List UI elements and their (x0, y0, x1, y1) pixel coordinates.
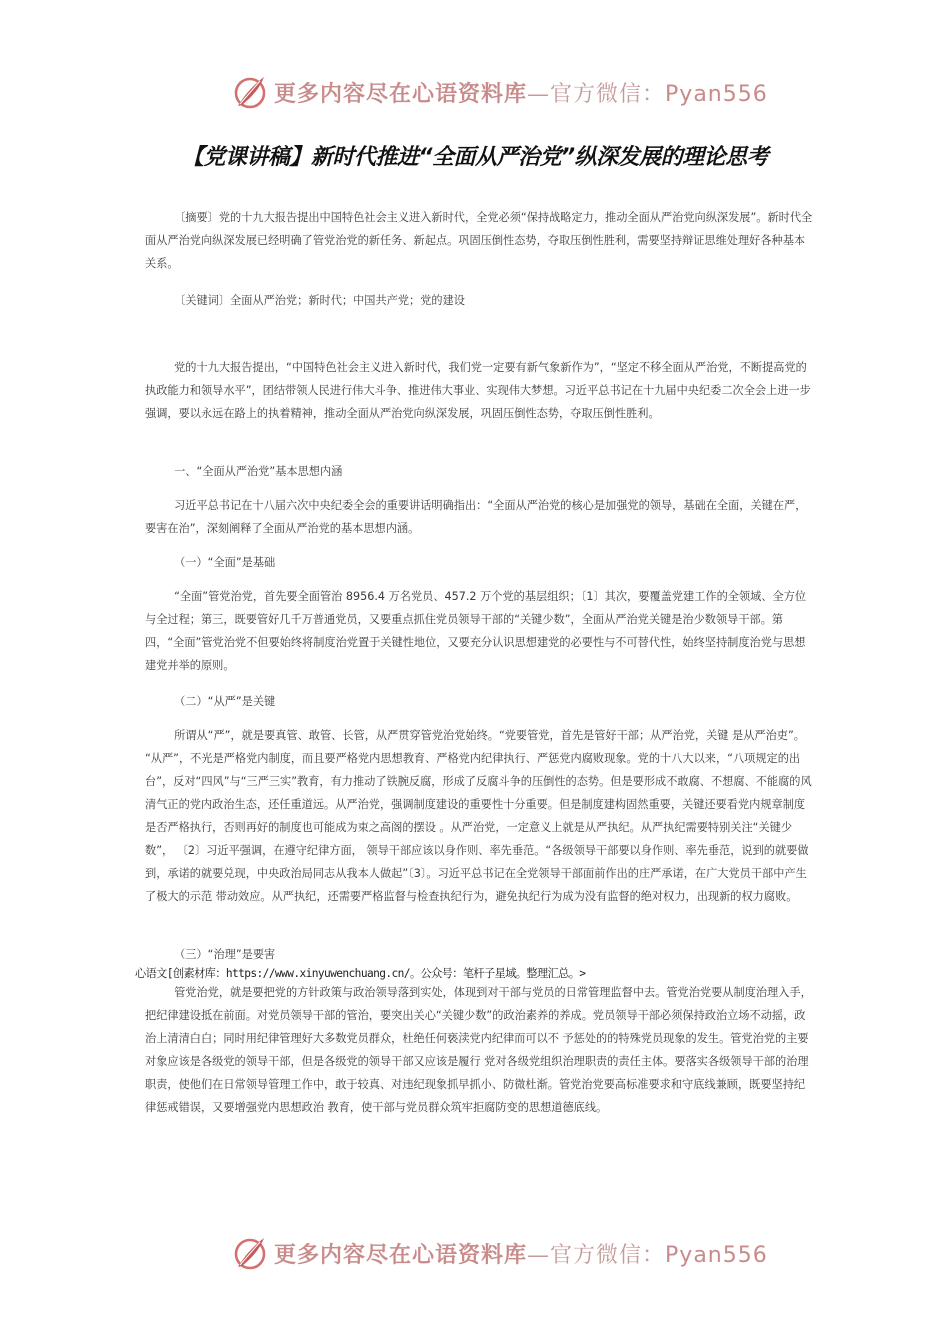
sub2-paragraph: 所谓从“严”，就是要真管、敢管、长管，从严贯穿管党治党始终。“党要管党，首先是管好干部；从严治党，关键 是从严治吏”。 “从严”，不光是严格党内制度，而且要严格党内思想教育、严格党内纪律执行、严惩党内腐败现象。党的十八大以来，“八项规定的出台”，反对“四风”与“三严三实”教育，有力推动了铁腕反腐，形成了反腐斗争的压倒性的态势。但是要形成不敢腐、不想腐、不能腐的风清气正的党内政治生态，还任重道远。从严治党，强调制度建设的重要性十分重要。但是制度建构固然重要，关键还要看党内规章制度是否严格执行，否则再好的制度也可能成为束之高阁的摆设 。从严治党，一定意义上就是从严执纪。从严执纪需要特别关注“关键少数”， 〔2〕习近平强调，在遵守纪律方面， 领导干部应该以身作则、率先垂范。“各级领导干部要以身作则、率先垂范，说到的就要做到，承诺的就要兑现，中央政治局同志从我本人做起”〔3〕。习近平总书记在全党领导干部面前作出的庄严承诺，在广大党员干部中产生了极大的示范 带动效应。从严执纪，还需要严格监督与检查执纪行为，避免执纪行为成为没有监督的绝对权力，出现新的权力腐败。 (145, 729, 812, 903)
banner-main: 更多内容尽在心语资料库 (274, 80, 528, 107)
sub1-block (145, 585, 815, 677)
sub2-heading: （二）“从严”是关键 (174, 695, 276, 708)
sub2-heading-block (145, 690, 815, 713)
keywords: 〔关键词〕全面从严治党；新时代；中国共产党；党的建设 (174, 294, 465, 307)
section1-heading-block (145, 460, 815, 483)
sub1-paragraph: “全面”管党治党，首先要全面管治 8956.4 万名党员、457.2 万个党的基层组织；〔1〕其次，要覆盖党建工作的全领域、全方位与全过程；第三，既要管好几千万普通党员，又要重点抓住党员领导干部的“关键少数”，全面从严治党关键是治少数领导干部。第四，“全面”管党治党不但要始终将制度治党置于关键性地位，又要充分认识思想建党的必要性与不可替代性，始终坚持制度治党与思想建党并举的原则。 (145, 590, 807, 672)
intro-paragraph: 党的十九大报告提出，“中国特色社会主义进入新时代，我们党一定要有新气象新作为”，“坚定不移全面从严治党，不断提高党的执政能力和领导水平”，团结带领人民进行伟大斗争、推进伟大事业、实现伟大梦想。习近平总书记在十九届中央纪委二次全会上进一步强调，要以永远在路上的执着精神，推动全面从严治党向纵深发展，巩固压倒性态势，夺取压倒性胜利。 (145, 361, 811, 420)
sub1-heading: （一）“全面”是基础 (174, 556, 276, 569)
section1-block (145, 494, 815, 540)
feather-logo-icon (230, 72, 270, 112)
intro-block (145, 356, 815, 425)
sub3-heading: （三）“治理”是要害 (174, 948, 276, 961)
section1-heading: 一、“全面从严治党”基本思想内涵 (174, 465, 343, 478)
document-title: 【党课讲稿】新时代推进“全面从严治党”纵深发展的理论思考 (181, 145, 769, 170)
feather-logo-icon (230, 1233, 270, 1273)
section1-paragraph: 习近平总书记在十八届六次中央纪委全会的重要讲话明确指出：“全面从严治党的核心是加强党的领导，基础在全面，关键在严，要害在治”，深刻阐释了全面从严治党的基本思想内涵。 (145, 499, 807, 535)
sub3-paragraph: 管党治党，就是要把党的方针政策与政治领导落到实处，体现到对干部与党员的日常管理监督中去。管党治党要从制度治理入手，把纪律建设抵在前面。对党员领导干部的管治，要突出关心“关键少数”的政治素养的养成。党员领导干部必须保持政治立场不动摇，政治上清清白白；同时用纪律管理好大多数党员群众，杜绝任何亵渎党内纪律而可以不 予惩处的的特殊党员现象的发生。管党治党的主要对象应该是各级党的领导干部，但是各级党的领导干部又应该是履行 党对各级党组织治理职责的责任主体。要落实各级领导干部的治理职责，使他们在日常领导管理工作中，敢于较真、对违纪现象抓早抓小、防微杜渐。管党治党要高标准要求和守底线兼顾，既要坚持纪律惩戒错误，又要增强党内思想政治 教育，使干部与党员群众筑牢拒腐防变的思想道德底线。 (145, 986, 812, 1114)
banner-text (274, 1238, 768, 1269)
abstract: 〔摘要〕党的十九大报告提出中国特色社会主义进入新时代，全党必须“保持战略定力，推动全面从严治党向纵深发展”。新时代全面从严治党向纵深发展已经明确了管党治党的新任务、新起点。巩固压倒性态势，夺取压倒性胜利，需要坚持辩证思维处理好各种基本关系。 (145, 211, 813, 270)
sub2-block (145, 724, 815, 908)
banner-wechat-id: Pyan556 (665, 1242, 768, 1268)
banner-main: 更多内容尽在心语资料库 (274, 1241, 528, 1268)
banner-sub: —官方微信： (527, 81, 666, 107)
abstract-block (145, 206, 815, 275)
sub3-block (145, 981, 815, 1119)
banner-sub: —官方微信： (527, 1242, 666, 1268)
sub1-heading-block (145, 551, 815, 574)
footer-banner (230, 1233, 768, 1273)
sub3-heading-block (145, 943, 815, 966)
banner-wechat-id: Pyan556 (665, 81, 768, 107)
banner-text (274, 77, 768, 108)
source-note: 心语文[创素材库：https://www.xinyuwenchuang.cn/。公众号：笔杆子星域。整理汇总。> (135, 967, 586, 980)
header-banner (230, 72, 768, 112)
keywords-block (145, 289, 815, 312)
